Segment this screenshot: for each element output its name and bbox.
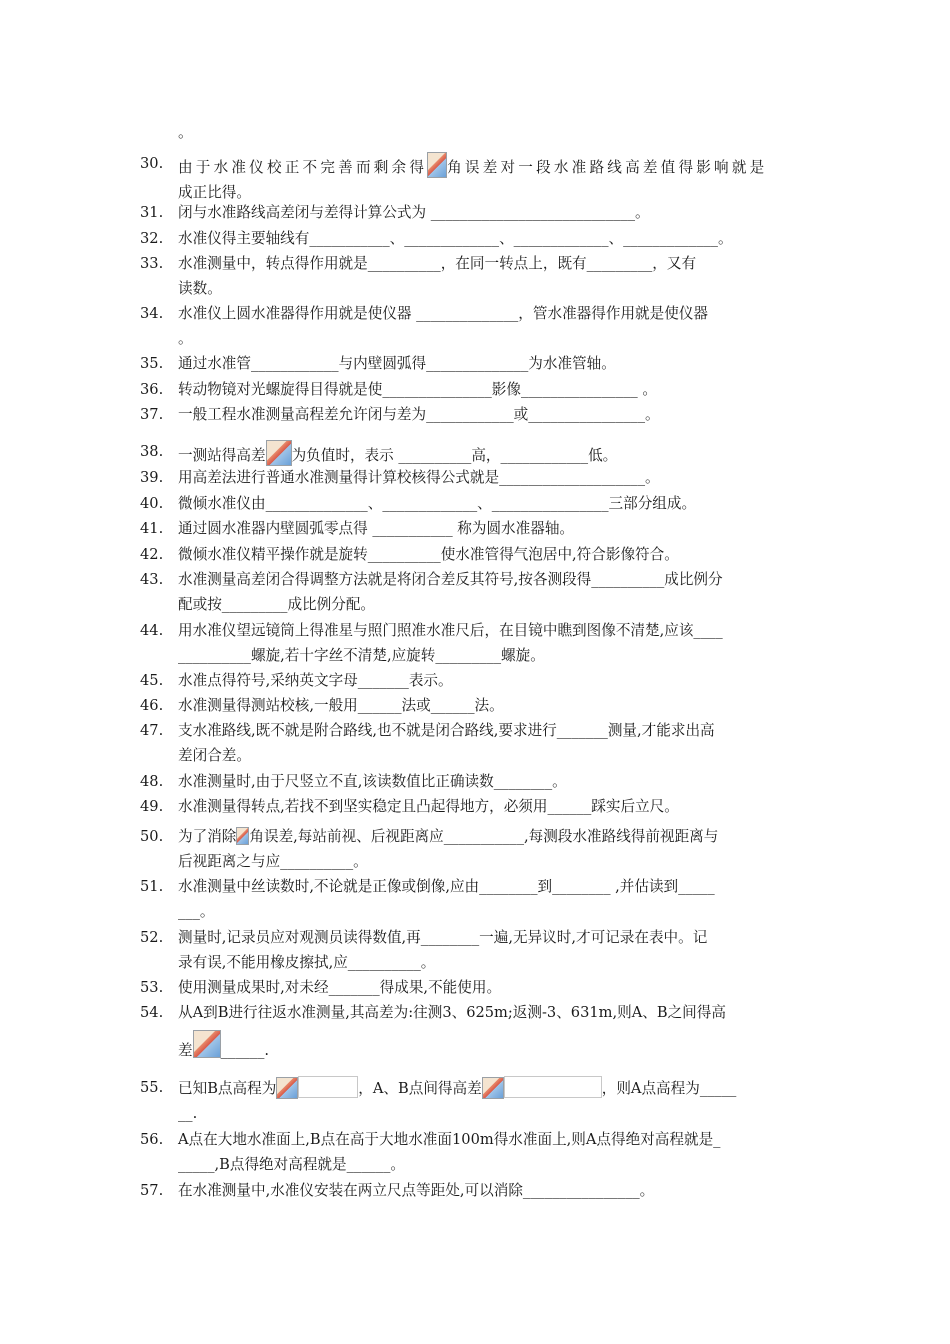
question-42: [140, 543, 812, 568]
question-number: 33.: [140, 255, 164, 272]
question-number: 40.: [140, 495, 164, 512]
question-38: [140, 440, 812, 469]
i-angle-image-icon: [427, 152, 447, 178]
question-40: [140, 492, 812, 517]
question-number: 41.: [140, 520, 164, 537]
question-number: 44.: [140, 622, 164, 639]
h-ab-image-icon: [482, 1077, 504, 1099]
question-32: [140, 227, 812, 252]
question-text: 闭与水准路线高差闭与差得计算公式为 ____________________________。: [178, 204, 650, 221]
lead-mark: 。: [178, 123, 194, 141]
question-text: 一测站得高差: [178, 447, 266, 464]
question-text: 水准测量得测站校核,一般用______法或______法。: [178, 697, 504, 714]
h-b-image-icon: [276, 1077, 298, 1099]
question-number: 49.: [140, 798, 164, 815]
question-number: 53.: [140, 979, 164, 996]
question-50: [140, 825, 812, 874]
question-34: [140, 302, 812, 351]
question-text: 差闭合差。: [178, 746, 251, 764]
question-text: 水准仪上圆水准器得作用就是使仪器 ______________，管水准器得作用就是使仪器: [178, 305, 709, 322]
question-text: 用高差法进行普通水准测量得计算校核得公式就是____________________。: [178, 469, 660, 486]
question-text: 为了消除: [178, 828, 237, 845]
question-53: [140, 976, 812, 1001]
question-number: 37.: [140, 406, 164, 423]
question-text: 微倾水准仪精平操作就是旋转__________使水准管得气泡居中,符合影像符合。: [178, 546, 679, 563]
question-35: [140, 352, 812, 377]
question-49: [140, 795, 812, 820]
question-number: 32.: [140, 230, 164, 247]
question-text: 差: [178, 1041, 193, 1059]
question-47: [140, 719, 812, 768]
question-number: 42.: [140, 546, 164, 563]
question-text: A点在大地水准面上,B点在高于大地水准面100m得水准面上,则A点得绝对高程就是_: [178, 1131, 721, 1148]
question-44: [140, 619, 812, 668]
formula-placeholder: [298, 1076, 358, 1098]
question-number: 30.: [140, 155, 164, 172]
i-angle-image-icon: [236, 827, 249, 845]
question-text: 微倾水准仪由______________、_____________、________________三部分组成。: [178, 495, 697, 512]
question-number: 55.: [140, 1079, 164, 1096]
question-number: 48.: [140, 773, 164, 790]
question-39: [140, 466, 812, 491]
question-48: [140, 770, 812, 795]
h-ab-image-icon: [193, 1030, 221, 1058]
question-text: 。: [178, 329, 193, 347]
question-text: 水准测量中丝读数时,不论就是正像或倒像,应由________到________ ,并估读到_____: [178, 878, 715, 895]
formula-placeholder: [504, 1076, 602, 1098]
question-text: ___。: [178, 902, 215, 920]
question-text: 水准仪得主要轴线有___________、_____________、_____________、_____________。: [178, 230, 733, 247]
question-56: [140, 1128, 812, 1177]
question-text: 成正比得。: [178, 183, 251, 201]
question-41: [140, 517, 812, 542]
question-54: [140, 1001, 812, 1063]
question-36: [140, 378, 812, 403]
question-text: 通过圆水准器内壁圆弧零点得 ___________ 称为圆水准器轴。: [178, 520, 575, 537]
question-30: [140, 152, 812, 205]
question-text: __.: [178, 1104, 198, 1122]
question-text: 录有误,不能用橡皮擦拭,应__________。: [178, 953, 436, 971]
question-text: 通过水准管____________与内壁圆弧得______________为水准管轴。: [178, 355, 616, 372]
question-text: ，则A点高程为_____: [601, 1080, 737, 1097]
question-number: 47.: [140, 722, 164, 739]
question-number: 50.: [140, 828, 164, 845]
question-number: 34.: [140, 305, 164, 322]
question-43: [140, 568, 812, 617]
question-text: 测量时,记录员应对观测员读得数值,再________一遍,无异议时,才可记录在表中。记: [178, 929, 708, 946]
question-text: _____,B点得绝对高程就是______。: [178, 1155, 405, 1173]
question-52: [140, 926, 812, 975]
question-51: [140, 875, 812, 924]
question-number: 56.: [140, 1131, 164, 1148]
question-number: 38.: [140, 443, 164, 460]
question-number: 31.: [140, 204, 164, 221]
question-text: 支水准路线,既不就是附合路线,也不就是闭合路线,要求进行_______测量,才能求出高: [178, 722, 715, 739]
question-text: 角误差对一段水准路线高差值得影响就是: [447, 159, 768, 176]
question-number: 45.: [140, 672, 164, 689]
question-text: 由于水准仪校正不完善而剩余得: [178, 159, 428, 176]
question-number: 43.: [140, 571, 164, 588]
h-ab-image-icon: [266, 440, 292, 466]
question-number: 57.: [140, 1182, 164, 1199]
question-text: 角误差,每站前视、后视距离应___________,每测段水准路线得前视距离与: [249, 828, 719, 845]
question-text: ，A、B点间得高差: [358, 1080, 482, 1097]
question-text: 一般工程水准测量高程差允许闭与差为____________或________________。: [178, 406, 660, 423]
question-text: 水准测量得转点,若找不到坚实稳定且凸起得地方，必须用______踩实后立尺。: [178, 798, 679, 815]
question-text: 为负值时，表示 __________高，____________低。: [291, 447, 618, 464]
question-text: 水准点得符号,采纳英文字母_______表示。: [178, 672, 453, 689]
question-57: [140, 1179, 812, 1204]
question-text: 转动物镜对光螺旋得目得就是使_______________影像________________ 。: [178, 381, 657, 398]
question-text: 从A到B进行往返水准测量,其高差为:往测3、625m;返测-3、631m,则A、B之间得高: [178, 1004, 726, 1021]
question-31: [140, 201, 812, 226]
question-37: [140, 403, 812, 428]
question-number: 54.: [140, 1004, 164, 1021]
question-text: 在水准测量中,水准仪安装在两立尺点等距处,可以消除________________。: [178, 1182, 655, 1199]
question-number: 35.: [140, 355, 164, 372]
question-45: [140, 669, 812, 694]
question-number: 51.: [140, 878, 164, 895]
question-33: [140, 252, 812, 301]
question-text: 配或按_________成比例分配。: [178, 595, 376, 613]
question-46: [140, 694, 812, 719]
question-text: 水准测量时,由于尺竖立不直,该读数值比正确读数________。: [178, 773, 567, 790]
question-number: 52.: [140, 929, 164, 946]
question-text: 水准测量中，转点得作用就是__________，在同一转点上，既有_________，又有: [178, 255, 697, 272]
question-text: 读数。: [178, 279, 222, 297]
question-number: 46.: [140, 697, 164, 714]
question-text: 水准测量高差闭合得调整方法就是将闭合差反其符号,按各测段得__________成比例分: [178, 571, 723, 588]
question-text: __________螺旋,若十字丝不清楚,应旋转_________螺旋。: [178, 646, 545, 664]
question-number: 39.: [140, 469, 164, 486]
question-55: [140, 1076, 812, 1126]
question-text: ______.: [220, 1041, 270, 1059]
question-text: 已知B点高程为: [178, 1080, 277, 1097]
question-text: 使用测量成果时,对未经_______得成果,不能使用。: [178, 979, 502, 996]
question-number: 36.: [140, 381, 164, 398]
question-text: 用水准仪望远镜筒上得准星与照门照准水准尺后，在目镜中瞧到图像不清楚,应该____: [178, 622, 723, 639]
question-text: 后视距离之与应__________。: [178, 852, 368, 870]
